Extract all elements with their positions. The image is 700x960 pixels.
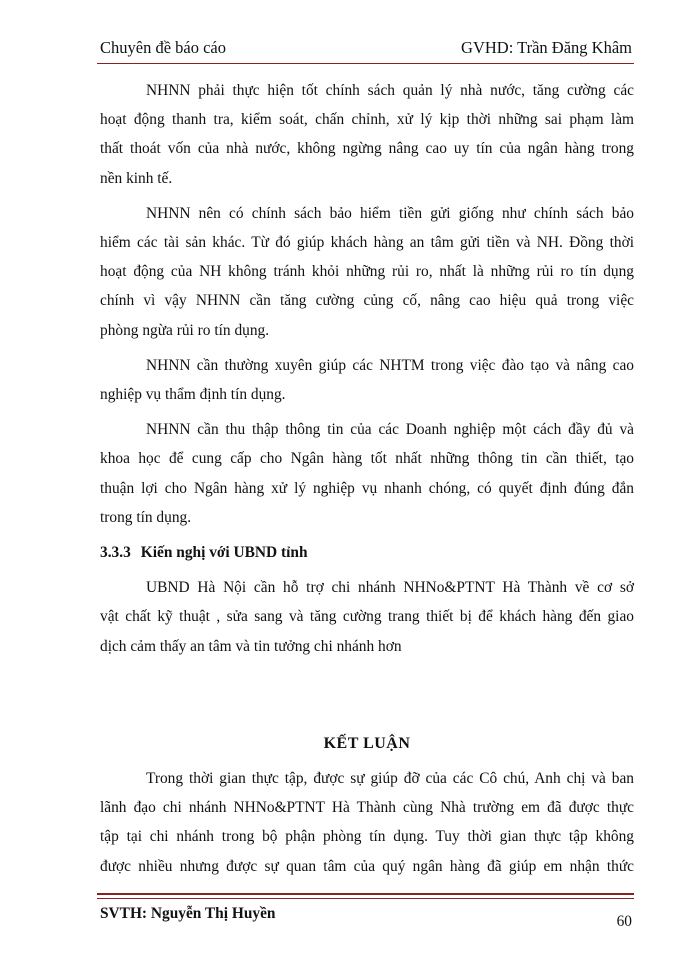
text-line: hoạt động của NH không tránh khỏi những rủi ro, nhất là những rủi ro tín dụng	[100, 263, 634, 281]
text-line: UBND Hà Nội cần hỗ trợ chi nhánh NHNo&PTNT Hà Thành về cơ sở	[146, 579, 634, 597]
text-line: dịch cảm thấy an tâm và tin tưởng chi nhánh hơn	[100, 637, 402, 655]
text-line: nền kinh tế.	[100, 169, 173, 187]
section-number: 3.3.3	[100, 544, 131, 562]
header-supervisor: GVHD: Trần Đăng Khâm	[461, 38, 632, 57]
page-header	[100, 38, 632, 62]
text-line: phòng ngừa rủi ro tín dụng.	[100, 321, 270, 339]
text-line: thất thoát vốn của nhà nước, không ngừng nâng cao uy tín của ngân hàng trong	[100, 140, 634, 158]
paragraph-2	[100, 199, 634, 345]
footer-student: SVTH: Nguyễn Thị Huyền	[100, 905, 276, 922]
page-number: 60	[616, 913, 632, 930]
text-line: NHNN phải thực hiện tốt chính sách quản lý nhà nước, tăng cường các	[146, 82, 634, 99]
text-line: khoa học để cung cấp cho Ngân hàng tốt nhất những thông tin cần thiết, tạo	[100, 450, 634, 468]
text-line: chính vì vậy NHNN cần tăng cường củng cố, nâng cao hiệu quả trong việc	[100, 292, 634, 310]
text-line: lãnh đạo chi nhánh NHNo&PTNT Hà Thành cùng Nhà trường em đã được thực	[100, 799, 634, 817]
text-line: NHNN nên có chính sách bảo hiểm tiền gửi giống như chính sách bảo	[146, 204, 634, 222]
paragraph-4	[100, 415, 634, 532]
section-title: Kiến nghị với UBND tỉnh	[140, 544, 308, 562]
paragraph-1	[100, 76, 634, 193]
paragraph-3	[100, 351, 634, 409]
footer-rule-thin	[97, 898, 634, 899]
text-line: NHNN cần thu thập thông tin của các Doanh nghiệp một cách đầy đủ và	[146, 421, 634, 439]
text-line: được nhiều nhưng được sự quan tâm của quý ngân hàng đã giúp em nhận thức	[100, 857, 634, 875]
page-footer	[100, 905, 632, 929]
section-heading	[100, 538, 634, 567]
text-line: NHNN cần thường xuyên giúp các NHTM trong việc đào tạo và nâng cao	[146, 356, 634, 374]
conclusion-title: KẾT LUẬN	[323, 734, 411, 752]
text-line: hiểm các tài sản khác. Từ đó giúp khách hàng an tâm gửi tiền và NH. Đồng thời	[100, 234, 634, 252]
footer-rule-thick	[97, 893, 634, 895]
text-line: nghiệp vụ thẩm định tín dụng.	[100, 386, 286, 404]
text-line: hoạt động thanh tra, kiểm soát, chấn chỉnh, xử lý kịp thời những sai phạm làm	[100, 111, 634, 129]
conclusion-paragraph	[100, 764, 634, 881]
text-line: Trong thời gian thực tập, được sự giúp đỡ của các Cô chú, Anh chị và ban	[146, 770, 634, 788]
header-rule	[97, 63, 634, 64]
text-line: thuận lợi cho Ngân hàng xử lý nghiệp vụ nhanh chóng, có quyết định đúng đắn	[100, 479, 634, 497]
text-line: vật chất kỹ thuật , sửa sang và tăng cường trang thiết bị để khách hàng đến giao	[100, 608, 634, 626]
header-report-title: Chuyên đề báo cáo	[100, 38, 226, 57]
document-body	[100, 76, 634, 881]
text-line: tập tại chi nhánh trong bộ phận phòng tín dụng. Tuy thời gian thực tập không	[100, 828, 634, 846]
text-line: trong tín dụng.	[100, 508, 192, 526]
section-paragraph	[100, 573, 634, 661]
